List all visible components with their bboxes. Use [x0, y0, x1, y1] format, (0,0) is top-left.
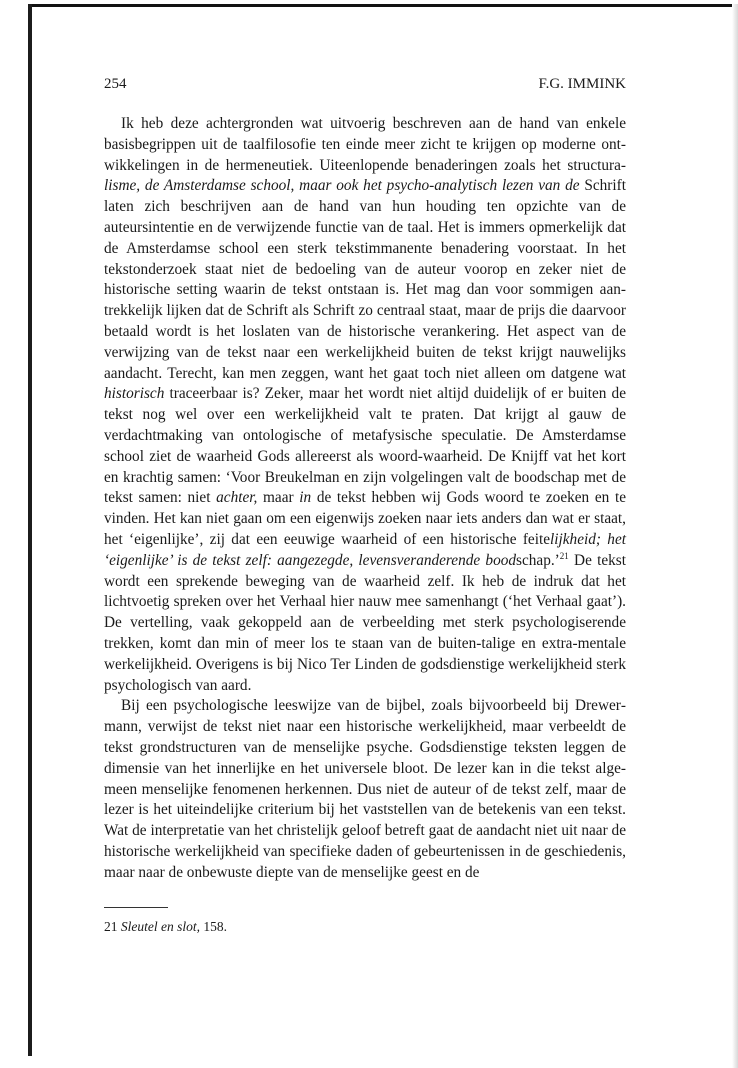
italic-text: in — [299, 489, 312, 507]
text-run: De tekst wordt een sprekende beweging van de waarheid zelf. Ik heb de indruk dat het lichtvoetig spreken over het Verhaal hier nauw mee samenhangt (‘het Verhaal gaat’). De vertelling, vaak gekoppeld aan de verbeelding met sterk psychologiserende trekken, komt dan min of meer los te staan van de buiten-talige en extra-mentale werkelijkheid. Overigens is bij Nico Ter Linden de godsdienstige werkelijkheid sterk psychologisch van aard. — [104, 551, 626, 694]
paragraph — [104, 114, 626, 696]
footnote-page: 158. — [203, 919, 227, 935]
italic-text: lisme, de Amsterdamse school, maar ook het psycho-analytisch lezen van de — [104, 177, 580, 195]
paragraph — [104, 696, 626, 883]
italic-text: achter, — [216, 489, 258, 507]
italic-text: lijkheid; het ‘eigenlijke’ is de tekst zelf: aangezegde, levensveranderende bood — [104, 530, 626, 569]
text-run: Bij een psychologische leeswijze van de bijbel, zoals bijvoorbeeld bij Drewermann, verwijst de tekst niet naar een historische werkelijkheid, maar verbeeldt de tekst grondstructuren van de menselijke psyche. Godsdienstige teksten leggen de dimensie van het innerlijke en het universele bloot. De lezer kan in die tekst algemeen menselijke fenomenen herkennen. Dus niet de auteur of de tekst zelf, maar de lezer is het uiteindelijke criterium bij het vaststellen van de betekenis van een tekst. Wat de interpretatie van het christelijk geloof betreft gaat de aandacht niet uit naar de historische werkelijkheid van specifieke daden of gebeurtenissen in de geschiedenis, maar naar de onbewuste diepte van de menselijke geest en de — [104, 697, 626, 881]
text-run: schap.’ — [516, 551, 560, 569]
text-run: Schrift laten zich beschrijven aan de hand van hun houding ten opzichte van de auteursintentie en de verwijzende functie van de taal. Het is immers opmerkelijk dat de Amsterdamse school een sterk tekstimmanente benadering voorstaat. In het tekstonderzoek staat niet de bedoeling van de auteur voorop en zeker niet de historische setting waarin de tekst ontstaan is. Het mag dan voor sommigen aantrekkelijk lijken dat de Schrift als Schrift zo centraal staat, maar de prijs die daarvoor betaald wordt is het loslaten van de historische verankering. Het aspect van de verwijzing van de tekst naar een werkelijkheid buiten de tekst krijgt nauwelijks aandacht. Terecht, kan men zeggen, want het gaat toch niet alleen om datgene wat — [104, 177, 626, 382]
book-page — [104, 74, 626, 936]
page-number: 254 — [104, 76, 127, 92]
footnote-number: 21 — [104, 919, 118, 935]
italic-text: historisch — [104, 385, 165, 403]
body-text — [104, 114, 626, 883]
running-head-author: F.G. IMMINK — [538, 76, 626, 92]
footnote-21 — [104, 918, 626, 936]
text-run: Ik heb deze achtergronden wat uitvoerig beschreven aan de hand van enkele basisbegrippen uit de taalfilosofie ten einde meer zicht te krijgen op moderne ontwikkelingen in de hermeneutiek. Uiteenlopende benaderingen zoals het structura — [104, 115, 626, 174]
scan-border-right — [732, 4, 738, 1068]
text-run: traceerbaar is? Zeker, maar het wordt niet altijd duidelijk of er buiten de tekst nog wel over een werkelijkheid valt te praten. Dat krijgt al gauw de verdachtmaking van ontologische of metafysische speculatie. De Amsterdamse school ziet de waarheid Gods allereerst als woord-waarheid. De Knijff vat het kort en krachtig samen: ‘Voor Breukelman en zijn volgelingen valt de boodschap met de tekst samen: niet — [104, 385, 626, 507]
footnote-reference: 21 — [559, 550, 569, 561]
running-head — [104, 74, 626, 94]
scan-border-top — [30, 4, 733, 7]
scan-border-left — [28, 4, 32, 1056]
footnote-title: Sleutel en slot, — [120, 919, 200, 935]
text-run: de tekst hebben wij Gods woord te zoeken en te vinden. Het kan niet gaan om een eigenwijs zoeken naar iets anders dan wat er staat, het ‘eigenlijke’, zij dat een eeuwige waarheid of een historische feite — [104, 489, 626, 548]
text-run: maar — [257, 489, 300, 507]
footnote-rule — [104, 907, 168, 908]
